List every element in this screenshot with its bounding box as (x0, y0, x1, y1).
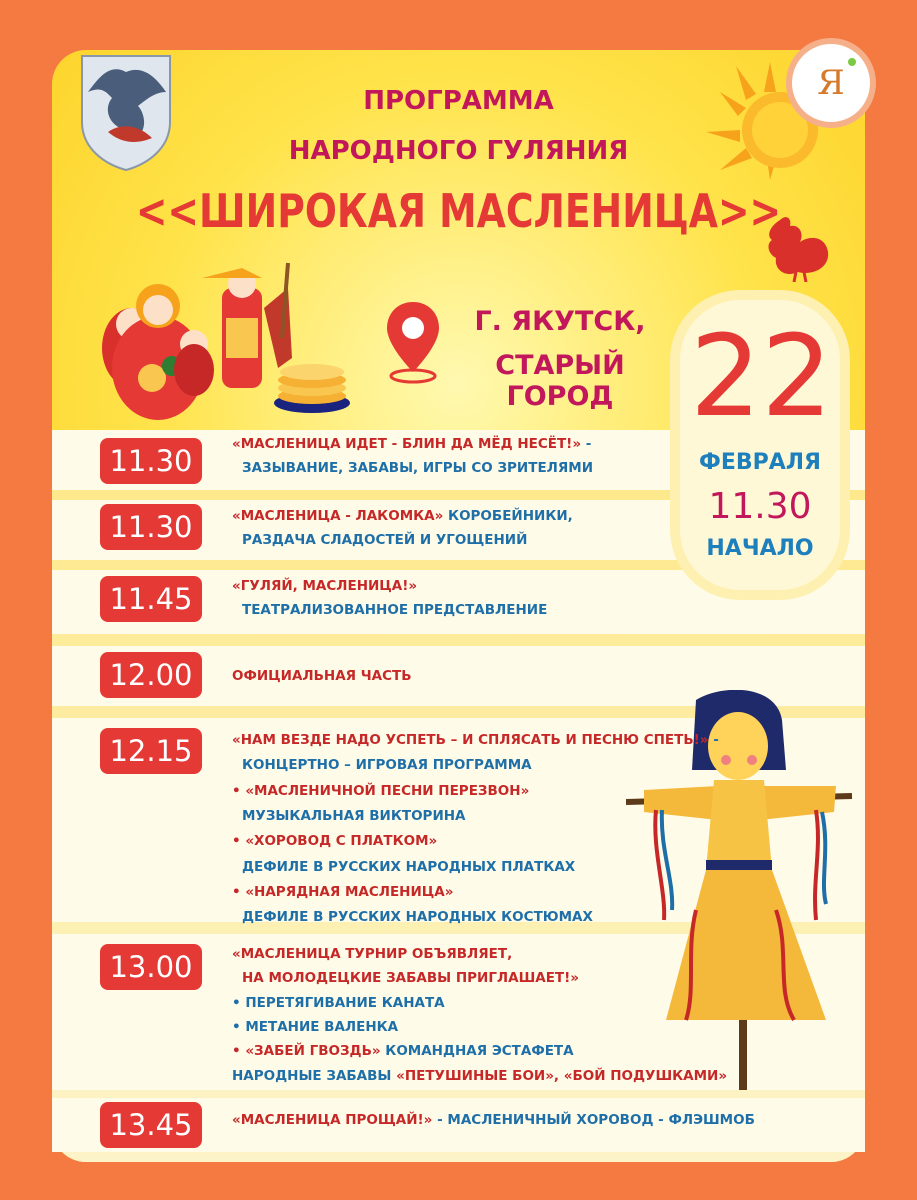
location-place: СТАРЫЙ ГОРОД (495, 350, 625, 412)
schedule-line (232, 783, 529, 799)
schedule-line (242, 602, 547, 618)
header-line-1: ПРОГРАММА (363, 86, 554, 116)
schedule-time: 11.30 (100, 438, 202, 484)
schedule-text: - (708, 732, 719, 748)
schedule-text: «МАСЛЕНИЦА ПРОЩАЙ!» (232, 1112, 433, 1128)
schedule-text: • «ЗАБЕЙ ГВОЗДЬ» (232, 1043, 381, 1060)
schedule-line (242, 909, 593, 925)
schedule-line (242, 859, 575, 875)
schedule-text: «МАСЛЕНИЦА - ЛАКОМКА» (232, 508, 444, 524)
schedule-line (242, 532, 527, 548)
schedule-time: 11.45 (100, 576, 202, 622)
schedule-time: 11.30 (100, 504, 202, 550)
brand-logo-dot (848, 58, 856, 66)
matryoshka-and-pancakes-illustration (92, 258, 362, 428)
schedule-text: • ПЕРЕТЯГИВАНИЕ КАНАТА (232, 994, 445, 1011)
schedule-text: ТЕАТРАЛИЗОВАННОЕ ПРЕДСТАВЛЕНИЕ (242, 602, 548, 618)
schedule-line (242, 460, 593, 476)
schedule-text: - (581, 436, 592, 452)
schedule-line (232, 1043, 574, 1059)
schedule-line (242, 808, 466, 824)
schedule-time: 13.00 (100, 944, 202, 990)
schedule-text: РАЗДАЧА СЛАДОСТЕЙ И УГОЩЕНИЙ (242, 532, 528, 548)
schedule-line (242, 970, 579, 986)
date-day: 22 (690, 312, 833, 442)
date-month: ФЕВРАЛЯ (699, 450, 821, 475)
date-start-label: НАЧАЛО (706, 536, 814, 561)
brand-logo-glyph: Я (817, 63, 845, 103)
header-title: <<ШИРОКАЯ МАСЛЕНИЦА>> (135, 184, 782, 238)
schedule-line (232, 946, 512, 962)
schedule-line (232, 436, 591, 452)
schedule-line (232, 732, 719, 748)
schedule-text: • МЕТАНИЕ ВАЛЕНКА (232, 1018, 399, 1035)
schedule-text: ДЕФИЛЕ В РУССКИХ НАРОДНЫХ ПЛАТКАХ (242, 858, 576, 875)
schedule-time: 13.45 (100, 1102, 202, 1148)
location-city: Г. ЯКУТСК, (474, 306, 646, 337)
maslenitsa-scarecrow-illustration (626, 690, 856, 1090)
schedule-text: «ГУЛЯЙ, МАСЛЕНИЦА!» (232, 578, 418, 594)
schedule-text: «ПЕТУШИНЫЕ БОИ», «БОЙ ПОДУШКАМИ» (396, 1067, 728, 1084)
schedule-text: «НАМ ВЕЗДЕ НАДО УСПЕТЬ – И СПЛЯСАТЬ И ПЕСНЮ СПЕТЬ!» (232, 732, 709, 748)
header-line-2: НАРОДНОГО ГУЛЯНИЯ (288, 136, 629, 166)
schedule-text: «МАСЛЕНИЦА ИДЕТ - БЛИН ДА МЁД НЕСЁТ!» (232, 436, 582, 452)
schedule-text: - МАСЛЕНИЧНЫЙ ХОРОВОД - ФЛЭШМОБ (432, 1112, 755, 1128)
schedule-text: ЗАЗЫВАНИЕ, ЗАБАВЫ, ИГРЫ СО ЗРИТЕЛЯМИ (242, 460, 594, 476)
schedule-text: НАРОДНЫЕ ЗАБАВЫ (232, 1067, 397, 1084)
schedule-text: • «МАСЛЕНИЧНОЙ ПЕСНИ ПЕРЕЗВОН» (232, 782, 530, 799)
schedule-text: • «ХОРОВОД С ПЛАТКОМ» (232, 833, 438, 850)
schedule-text: КОНЦЕРТНО – ИГРОВАЯ ПРОГРАММА (242, 757, 532, 774)
schedule-line (242, 757, 532, 773)
schedule-text: НА МОЛОДЕЦКИЕ ЗАБАВЫ ПРИГЛАШАЕТ!» (242, 970, 580, 987)
schedule-line (232, 508, 573, 524)
schedule-line (232, 1112, 755, 1128)
schedule-text: КОРОБЕЙНИКИ, (443, 508, 573, 524)
schedule-line (232, 1019, 398, 1035)
schedule-line (232, 1068, 727, 1084)
schedule-line (232, 884, 453, 900)
schedule-line (232, 668, 412, 684)
schedule-line (232, 995, 445, 1011)
schedule-time: 12.00 (100, 652, 202, 698)
schedule-text: ОФИЦИАЛЬНАЯ ЧАСТЬ (232, 668, 412, 684)
schedule-text: • «НАРЯДНАЯ МАСЛЕНИЦА» (232, 883, 454, 900)
schedule-line (232, 833, 437, 849)
schedule-time: 12.15 (100, 728, 202, 774)
location-pin-icon (383, 300, 443, 386)
schedule-line (232, 578, 417, 594)
schedule-text: МУЗЫКАЛЬНАЯ ВИКТОРИНА (242, 807, 466, 824)
schedule-text: ДЕФИЛЕ В РУССКИХ НАРОДНЫХ КОСТЮМАХ (242, 909, 593, 926)
date-time: 11.30 (708, 486, 812, 527)
schedule-text: «МАСЛЕНИЦА ТУРНИР ОБЪЯВЛЯЕТ, (232, 946, 513, 962)
schedule-text: КОМАНДНАЯ ЭСТАФЕТА (380, 1043, 574, 1060)
